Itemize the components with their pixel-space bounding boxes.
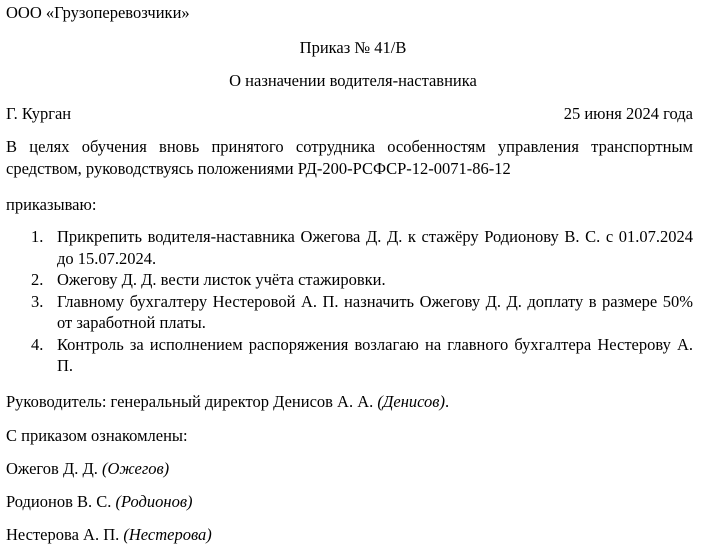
order-title: О назначении водителя-наставника	[229, 71, 477, 90]
list-item	[0, 226, 693, 269]
list-item-number: 1.	[31, 227, 44, 246]
list-item-number: 2.	[31, 270, 44, 289]
order-number: Приказ № 41/В	[299, 38, 407, 57]
list-item-number: 4.	[31, 334, 44, 354]
signer-row	[6, 491, 192, 512]
list-item-text: Ожегову Д. Д. вести листок учёта стажировки.	[57, 270, 386, 289]
list-item	[0, 334, 693, 377]
head-end: .	[444, 392, 450, 411]
list-item-number: 3.	[31, 291, 44, 311]
head-signature: (Денисов)	[377, 392, 445, 411]
signer-signature: (Нестерова)	[123, 525, 212, 544]
head-signature-line	[6, 391, 449, 412]
order-items-list	[0, 226, 693, 377]
signer-name: Ожегов Д. Д.	[6, 459, 98, 478]
signer-row	[6, 524, 212, 545]
list-item-text: Контроль за исполнением распоряжения возлагаю на главного бухгалтера Нестерову А. П.	[57, 334, 693, 375]
order-date: 25 июня 2024 года	[563, 104, 693, 123]
list-item	[0, 269, 693, 291]
head-label: Руководитель: генеральный директор Денисов А. А.	[6, 392, 374, 411]
list-item	[0, 291, 693, 334]
preamble-paragraph: В целях обучения вновь принятого сотрудника особенностям управления транспортным средством, руководствуясь положениями РД-200-РСФСР-12-0071-86-12	[6, 137, 693, 178]
order-word: приказываю:	[6, 195, 97, 214]
list-item-text: Прикрепить водителя-наставника Ожегова Д. Д. к стажёру Родионову В. С. с 01.07.2024 до 15.07.2024.	[57, 227, 693, 268]
signer-signature: (Родионов)	[115, 492, 193, 511]
city: Г. Курган	[6, 104, 72, 123]
company-name: ООО «Грузоперевозчики»	[6, 3, 190, 22]
signer-name: Нестерова А. П.	[6, 525, 120, 544]
signer-signature: (Ожегов)	[101, 459, 170, 478]
list-item-text: Главному бухгалтеру Нестеровой А. П. назначить Ожегову Д. Д. доплату в размере 50% от заработной платы.	[57, 291, 693, 332]
signer-row	[6, 458, 169, 479]
acquainted-label: С приказом ознакомлены:	[6, 426, 188, 445]
signer-name: Родионов В. С.	[6, 492, 112, 511]
